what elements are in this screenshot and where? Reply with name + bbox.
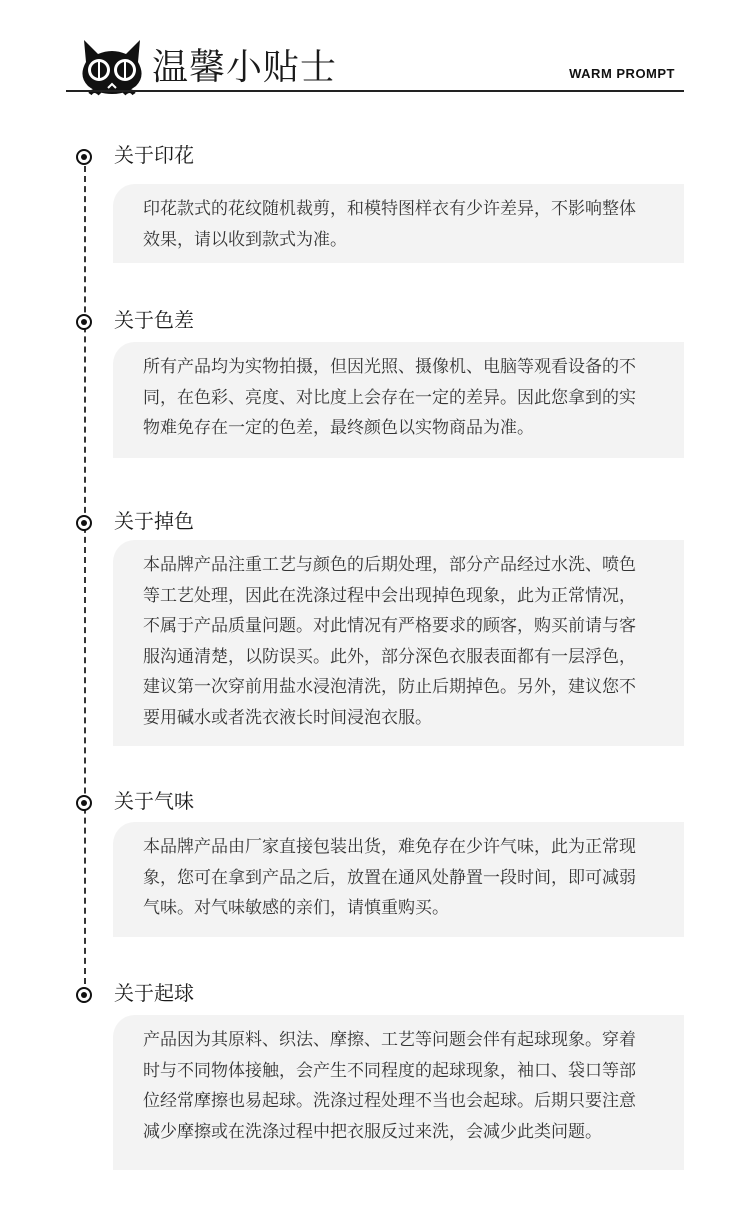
bullet-icon bbox=[76, 795, 92, 811]
body-line: 建议第一次穿前用盐水浸泡清洗，防止后期掉色。另外，建议您不 bbox=[143, 677, 636, 697]
timeline-dashed-line bbox=[84, 156, 86, 994]
cat-icon bbox=[76, 32, 148, 104]
body-line: 服沟通清楚，以防误买。此外，部分深色衣服表面都有一层浮色， bbox=[143, 646, 636, 667]
body-line: 位经常摩擦也易起球。洗涤过程处理不当也会起球。后期只要注意 bbox=[143, 1091, 636, 1111]
section-title: 关于色差 bbox=[114, 308, 194, 332]
header bbox=[0, 0, 750, 100]
body-line: 时与不同物体接触，会产生不同程度的起球现象，袖口、袋口等部 bbox=[143, 1060, 636, 1081]
body-line: 要用碱水或者洗衣液长时间浸泡衣服。 bbox=[143, 707, 432, 728]
body-line: 本品牌产品由厂家直接包装出货，难免存在少许气味，此为正常现 bbox=[143, 837, 636, 857]
body-line: 印花款式的花纹随机裁剪，和模特图样衣有少许差异，不影响整体 bbox=[143, 199, 636, 219]
section-title: 关于印花 bbox=[114, 143, 194, 167]
page-title: 温馨小贴士 bbox=[152, 47, 338, 88]
bullet-icon bbox=[76, 314, 92, 330]
section-body bbox=[113, 184, 684, 263]
body-line: 本品牌产品注重工艺与颜色的后期处理，部分产品经过水洗、喷色 bbox=[143, 555, 636, 575]
body-line: 减少摩擦或在洗涤过程中把衣服反过来洗，会减少此类问题。 bbox=[143, 1121, 602, 1142]
body-line: 不属于产品质量问题。对此情况有严格要求的顾客，购买前请与客 bbox=[143, 616, 636, 636]
body-line: 物难免存在一定的色差，最终颜色以实物商品为准。 bbox=[143, 418, 534, 438]
body-line: 效果，请以收到款式为准。 bbox=[143, 229, 347, 250]
bullet-icon bbox=[76, 149, 92, 165]
section-title: 关于起球 bbox=[114, 981, 194, 1005]
section-title: 关于气味 bbox=[114, 789, 194, 813]
section-body bbox=[113, 540, 684, 746]
header-divider bbox=[66, 90, 684, 92]
section-body bbox=[113, 1015, 684, 1170]
section-body bbox=[113, 342, 684, 458]
page-subtitle: WARM PROMPT bbox=[569, 66, 675, 81]
bullet-icon bbox=[76, 987, 92, 1003]
bullet-icon bbox=[76, 515, 92, 531]
section-title: 关于掉色 bbox=[114, 509, 194, 533]
body-line: 等工艺处理，因此在洗涤过程中会出现掉色现象，此为正常情况， bbox=[143, 585, 636, 606]
body-line: 气味。对气味敏感的亲们，请慎重购买。 bbox=[143, 898, 449, 918]
body-line: 同，在色彩、亮度、对比度上会存在一定的差异。因此您拿到的实 bbox=[143, 387, 636, 408]
body-line: 所有产品均为实物拍摄，但因光照、摄像机、电脑等观看设备的不 bbox=[143, 357, 636, 377]
section-body bbox=[113, 822, 684, 937]
body-line: 象，您可在拿到产品之后，放置在通风处静置一段时间，即可减弱 bbox=[143, 867, 636, 888]
body-line: 产品因为其原料、织法、摩擦、工艺等问题会伴有起球现象。穿着 bbox=[143, 1030, 636, 1050]
